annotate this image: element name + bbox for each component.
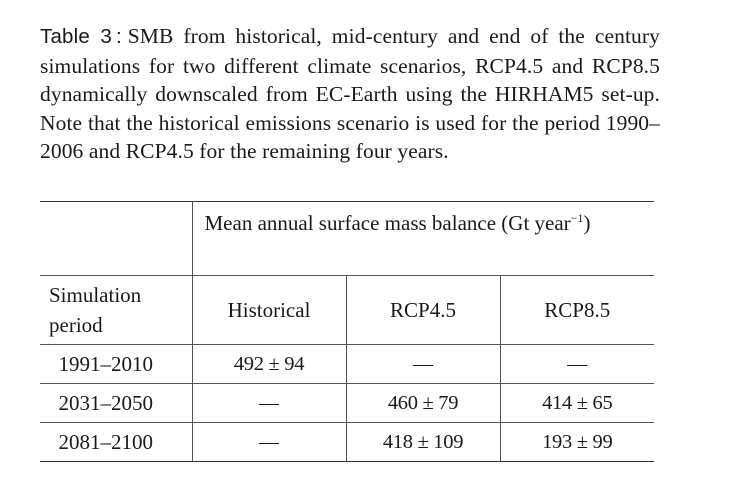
group-header-exponent: −1	[570, 211, 584, 225]
value-cell: —	[346, 345, 500, 384]
group-header-close: )	[583, 211, 591, 235]
value-cell: 492 ± 94	[192, 345, 346, 384]
table-row	[40, 345, 654, 384]
caption-separator: :	[115, 25, 122, 48]
value-cell: —	[192, 423, 346, 462]
group-header-text: Mean annual surface mass balance (Gt year	[204, 211, 571, 235]
period-cell: 1991–2010	[40, 345, 192, 384]
row-header: Simulation period	[40, 276, 192, 345]
table-row	[40, 423, 654, 462]
value-cell: 414 ± 65	[500, 384, 654, 423]
smb-table	[40, 201, 654, 462]
value-cell: —	[192, 384, 346, 423]
period-cell: 2081–2100	[40, 423, 192, 462]
table-caption	[40, 22, 660, 166]
group-header	[192, 202, 654, 276]
column-header-rcp45: RCP4.5	[346, 276, 500, 345]
caption-label: Table 3	[40, 25, 112, 48]
column-header-rcp85: RCP8.5	[500, 276, 654, 345]
table-corner-cell	[40, 202, 192, 276]
column-header-historical: Historical	[192, 276, 346, 345]
value-cell: 418 ± 109	[346, 423, 500, 462]
value-cell: 460 ± 79	[346, 384, 500, 423]
period-cell: 2031–2050	[40, 384, 192, 423]
value-cell: 193 ± 99	[500, 423, 654, 462]
table-row	[40, 384, 654, 423]
value-cell: —	[500, 345, 654, 384]
caption-text: SMB from historical, mid-century and end of the century simulations for two different climate scenarios, RCP4.5 and RCP8.5 dynamically downscaled from EC-Earth using the HIRHAM5 set-up. Note that the historical emissions scenario is used for the period 1990–2006 and RCP4.5 for the remaining four years.	[40, 24, 660, 164]
